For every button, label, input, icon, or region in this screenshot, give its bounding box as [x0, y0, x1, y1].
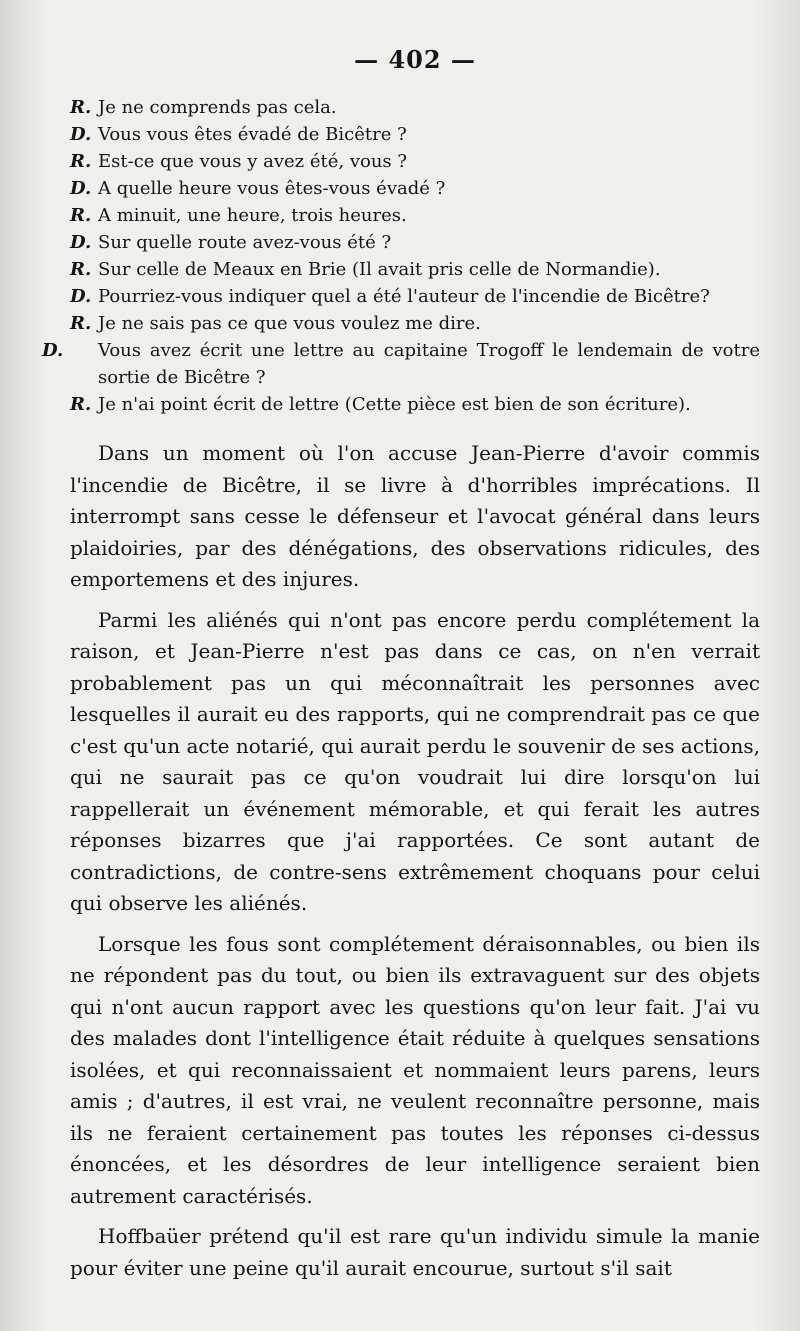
dialogue-text: A quelle heure vous êtes-vous évadé ? [98, 178, 446, 199]
paragraph: Lorsque les fous sont complétement déraisonnables, ou bien ils ne répondent pas du tout, ou bien ils extravaguent sur des objets qui n'ont aucun rapport avec les questions qu'on leur fait. J'ai vu des malades dont l'intelligence était réduite à quelques sensations isolées, et qui reconnaissaient et nommaient leurs parens, leurs amis ; d'autres, il est vrai, ne veulent reconnaître personne, mais ils ne feraient certainement pas toutes les réponses ci-dessus énoncées, et les désordres de leur intelligence seraient bien autrement caractérisés. [70, 931, 760, 1208]
dialogue-text: Vous vous êtes évadé de Bicêtre ? [98, 124, 407, 145]
dialogue-text: Je ne sais pas ce que vous voulez me dire. [98, 313, 481, 334]
dialogue-line [70, 256, 760, 283]
paragraph: Hoffbaüer prétend qu'il est rare qu'un individu simule la manie pour éviter une peine qu'il aurait encourue, surtout s'il sait [70, 1224, 760, 1280]
dialogue-line [70, 283, 760, 310]
dialogue-line [70, 310, 760, 337]
dialogue-line [70, 202, 760, 229]
speaker-label: R. [70, 151, 92, 172]
speaker-label: R. [70, 259, 92, 280]
dialogue-line [70, 121, 760, 148]
dialogue-line [70, 229, 760, 256]
dialogue-text: Je ne comprends pas cela. [98, 97, 337, 118]
speaker-label: D. [42, 340, 64, 361]
speaker-label: D. [70, 286, 92, 307]
speaker-label: R. [70, 205, 92, 226]
body-text [70, 438, 760, 1284]
speaker-label: R. [70, 313, 92, 334]
dialogue-text: A minuit, une heure, trois heures. [98, 205, 407, 226]
dialogue-line [70, 94, 760, 121]
dialogue-line [70, 148, 760, 175]
dialogue-text: Sur quelle route avez-vous été ? [98, 232, 392, 253]
page-number: — 402 — [354, 45, 476, 74]
dialogue-text: Est-ce que vous y avez été, vous ? [98, 151, 408, 172]
dialogue-line [42, 337, 760, 391]
paragraph: Parmi les aliénés qui n'ont pas encore perdu complétement la raison, et Jean-Pierre n'est pas dans ce cas, on n'en verrait probablement pas un qui méconnaîtrait les personnes avec lesquelles il aurait eu des rapports, qui ne comprendrait pas ce que c'est qu'un acte notarié, qui aurait perdu le souvenir de ses actions, qui ne saurait pas ce qu'on voudrait lui dire lorsqu'on lui rappellerait un événement mémorable, et qui ferait les autres réponses bizarres que j'ai rapportées. Ce sont autant de contradictions, de contre-sens extrêmement choquans pour celui qui observe les aliénés. [70, 607, 760, 915]
speaker-label: D. [70, 124, 92, 145]
dialogue-text: Je n'ai point écrit de lettre (Cette pièce est bien de son écriture). [98, 394, 691, 415]
dialogue [42, 94, 760, 418]
speaker-label: R. [70, 97, 92, 118]
speaker-label: R. [70, 394, 92, 415]
dialogue-text: Vous avez écrit une lettre au capitaine Trogoff le lendemain de votre sortie de Bicêtre ? [98, 340, 760, 388]
dialogue-line [70, 391, 760, 418]
speaker-label: D. [70, 232, 92, 253]
speaker-label: D. [70, 178, 92, 199]
dialogue-text: Pourriez-vous indiquer quel a été l'auteur de l'incendie de Bicêtre? [98, 286, 710, 307]
dialogue-line [70, 175, 760, 202]
paragraph: Dans un moment où l'on accuse Jean-Pierre d'avoir commis l'incendie de Bicêtre, il se livre à d'horribles imprécations. Il interrompt sans cesse le défenseur et l'avocat général dans leurs plaidoiries, par des dénégations, des observations ridicules, des emportemens et des injures. [70, 441, 760, 591]
dialogue-text: Sur celle de Meaux en Brie (Il avait pris celle de Normandie). [98, 259, 661, 280]
